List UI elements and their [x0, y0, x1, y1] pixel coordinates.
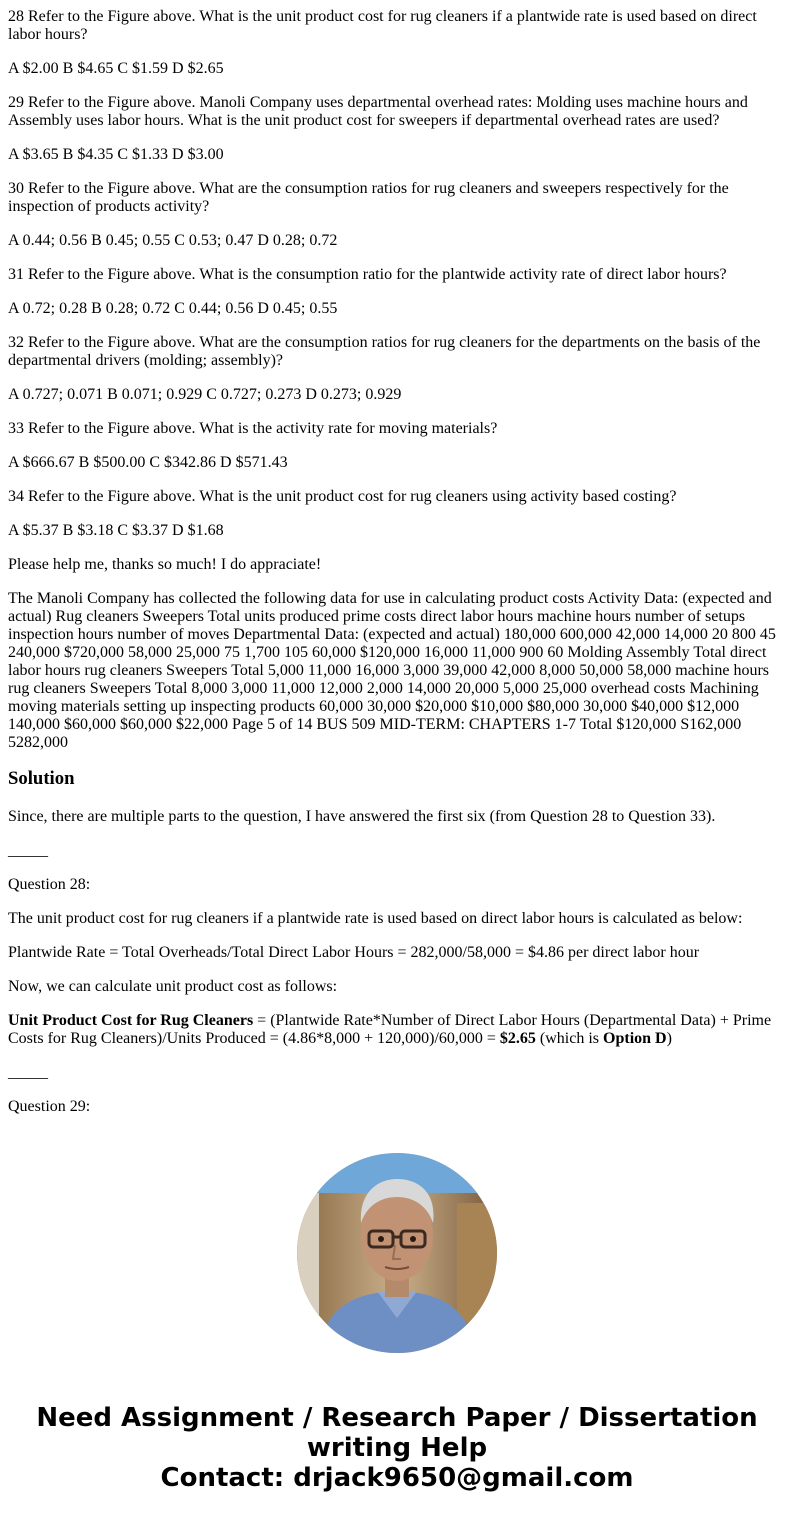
avatar-photo [297, 1153, 497, 1353]
question-28-options: A $2.00 B $4.65 C $1.59 D $2.65 [8, 60, 224, 77]
footer-contact: Contact: drjack9650@gmail.com [160, 1463, 634, 1493]
data-paragraph: The Manoli Company has collected the following data for use in calculating product costs Activity Data: (expected and actual) Rug cleaners Sweepers Total units produced prime costs direct labor hours machine hours number of setups inspection hours number of moves Departmental Data: (expected and actual) 180,000 600,000 42,000 14,000 20 800 45 240,000 $720,000 58,000 25,000 75 1,700 105 60,000 $120,000 16,000 11,000 900 60 Molding Assembly Total direct labor hours rug cleaners Sweepers Total 5,000 11,000 16,000 3,000 39,000 42,000 8,000 50,000 58,000 machine hours rug cleaners Sweepers Total 8,000 3,000 11,000 12,000 2,000 14,000 20,000 5,000 25,000 overhead costs Machining moving materials setting up inspecting products 60,000 30,000 $20,000 $10,000 $80,000 30,000 $40,000 $12,000 140,000 $60,000 $60,000 $22,000 Page 5 of 14 BUS 509 MID-TERM: CHAPTERS 1-7 Total $120,000 S162,000 5282,000 [8, 590, 776, 751]
formula-term: Unit Product Cost for Rug Cleaners [8, 1012, 254, 1029]
answer-end: ) [666, 1030, 672, 1047]
answer-option: Option D [603, 1030, 667, 1047]
question-28-label: Question 28: [8, 876, 91, 893]
question-29: 29 Refer to the Figure above. Manoli Company uses departmental overhead rates: Molding uses machine hours and Assembly uses labor hours. What is the unit product cost for sweepers if departmental overhead rates are used? [8, 94, 748, 129]
solution-formula [8, 1012, 786, 1048]
footer-line-2: writing Help [306, 1433, 488, 1463]
footer-banner [0, 1403, 794, 1493]
divider-2: _____ [8, 1064, 48, 1081]
question-33: 33 Refer to the Figure above. What is the activity rate for moving materials? [8, 420, 498, 437]
solution-heading: Solution [8, 768, 75, 789]
question-32: 32 Refer to the Figure above. What are the consumption ratios for rug cleaners for the departments on the basis of the departmental drivers (molding; assembly)? [8, 334, 761, 369]
divider: _____ [8, 842, 48, 859]
help-request: Please help me, thanks so much! I do appraciate! [8, 556, 322, 573]
question-29-options: A $3.65 B $4.35 C $1.33 D $3.00 [8, 146, 224, 163]
solution-line-2: Plantwide Rate = Total Overheads/Total Direct Labor Hours = 282,000/58,000 = $4.86 per direct labor hour [8, 944, 700, 961]
question-34: 34 Refer to the Figure above. What is the unit product cost for rug cleaners using activity based costing? [8, 488, 677, 505]
question-30-options: A 0.44; 0.56 B 0.45; 0.55 C 0.53; 0.47 D 0.28; 0.72 [8, 232, 338, 249]
question-32-options: A 0.727; 0.071 B 0.071; 0.929 C 0.727; 0.273 D 0.273; 0.929 [8, 386, 402, 403]
solution-line-1: The unit product cost for rug cleaners if a plantwide rate is used based on direct labor hours is calculated as below: [8, 910, 743, 927]
question-33-options: A $666.67 B $500.00 C $342.86 D $571.43 [8, 454, 288, 471]
question-29-label: Question 29: [8, 1098, 91, 1115]
question-31-options: A 0.72; 0.28 B 0.28; 0.72 C 0.44; 0.56 D 0.45; 0.55 [8, 300, 338, 317]
question-28: 28 Refer to the Figure above. What is the unit product cost for rug cleaners if a plantwide rate is used based on direct labor hours? [8, 8, 757, 43]
question-34-options: A $5.37 B $3.18 C $3.37 D $1.68 [8, 522, 224, 539]
solution-line-3: Now, we can calculate unit product cost as follows: [8, 978, 338, 995]
formula-text: = (Plantwide Rate*Number of Direct Labor Hours (Departmental Data) + Prime Costs for Rug Cleaners)/Units Produced = (4.86*8,000 + 120,000)/60,000 = [8, 1012, 772, 1047]
footer-line-1: Need Assignment / Research Paper / Dissertation [36, 1403, 758, 1433]
solution-intro: Since, there are multiple parts to the question, I have answered the first six (from Question 28 to Question 33). [8, 808, 716, 825]
document-body [8, 8, 786, 1132]
answer-mid: (which is [535, 1030, 604, 1047]
question-30: 30 Refer to the Figure above. What are the consumption ratios for rug cleaners and sweepers respectively for the inspection of products activity? [8, 180, 729, 215]
question-31: 31 Refer to the Figure above. What is the consumption ratio for the plantwide activity rate of direct labor hours? [8, 266, 727, 283]
avatar [297, 1153, 497, 1353]
answer-value: $2.65 [499, 1030, 536, 1047]
